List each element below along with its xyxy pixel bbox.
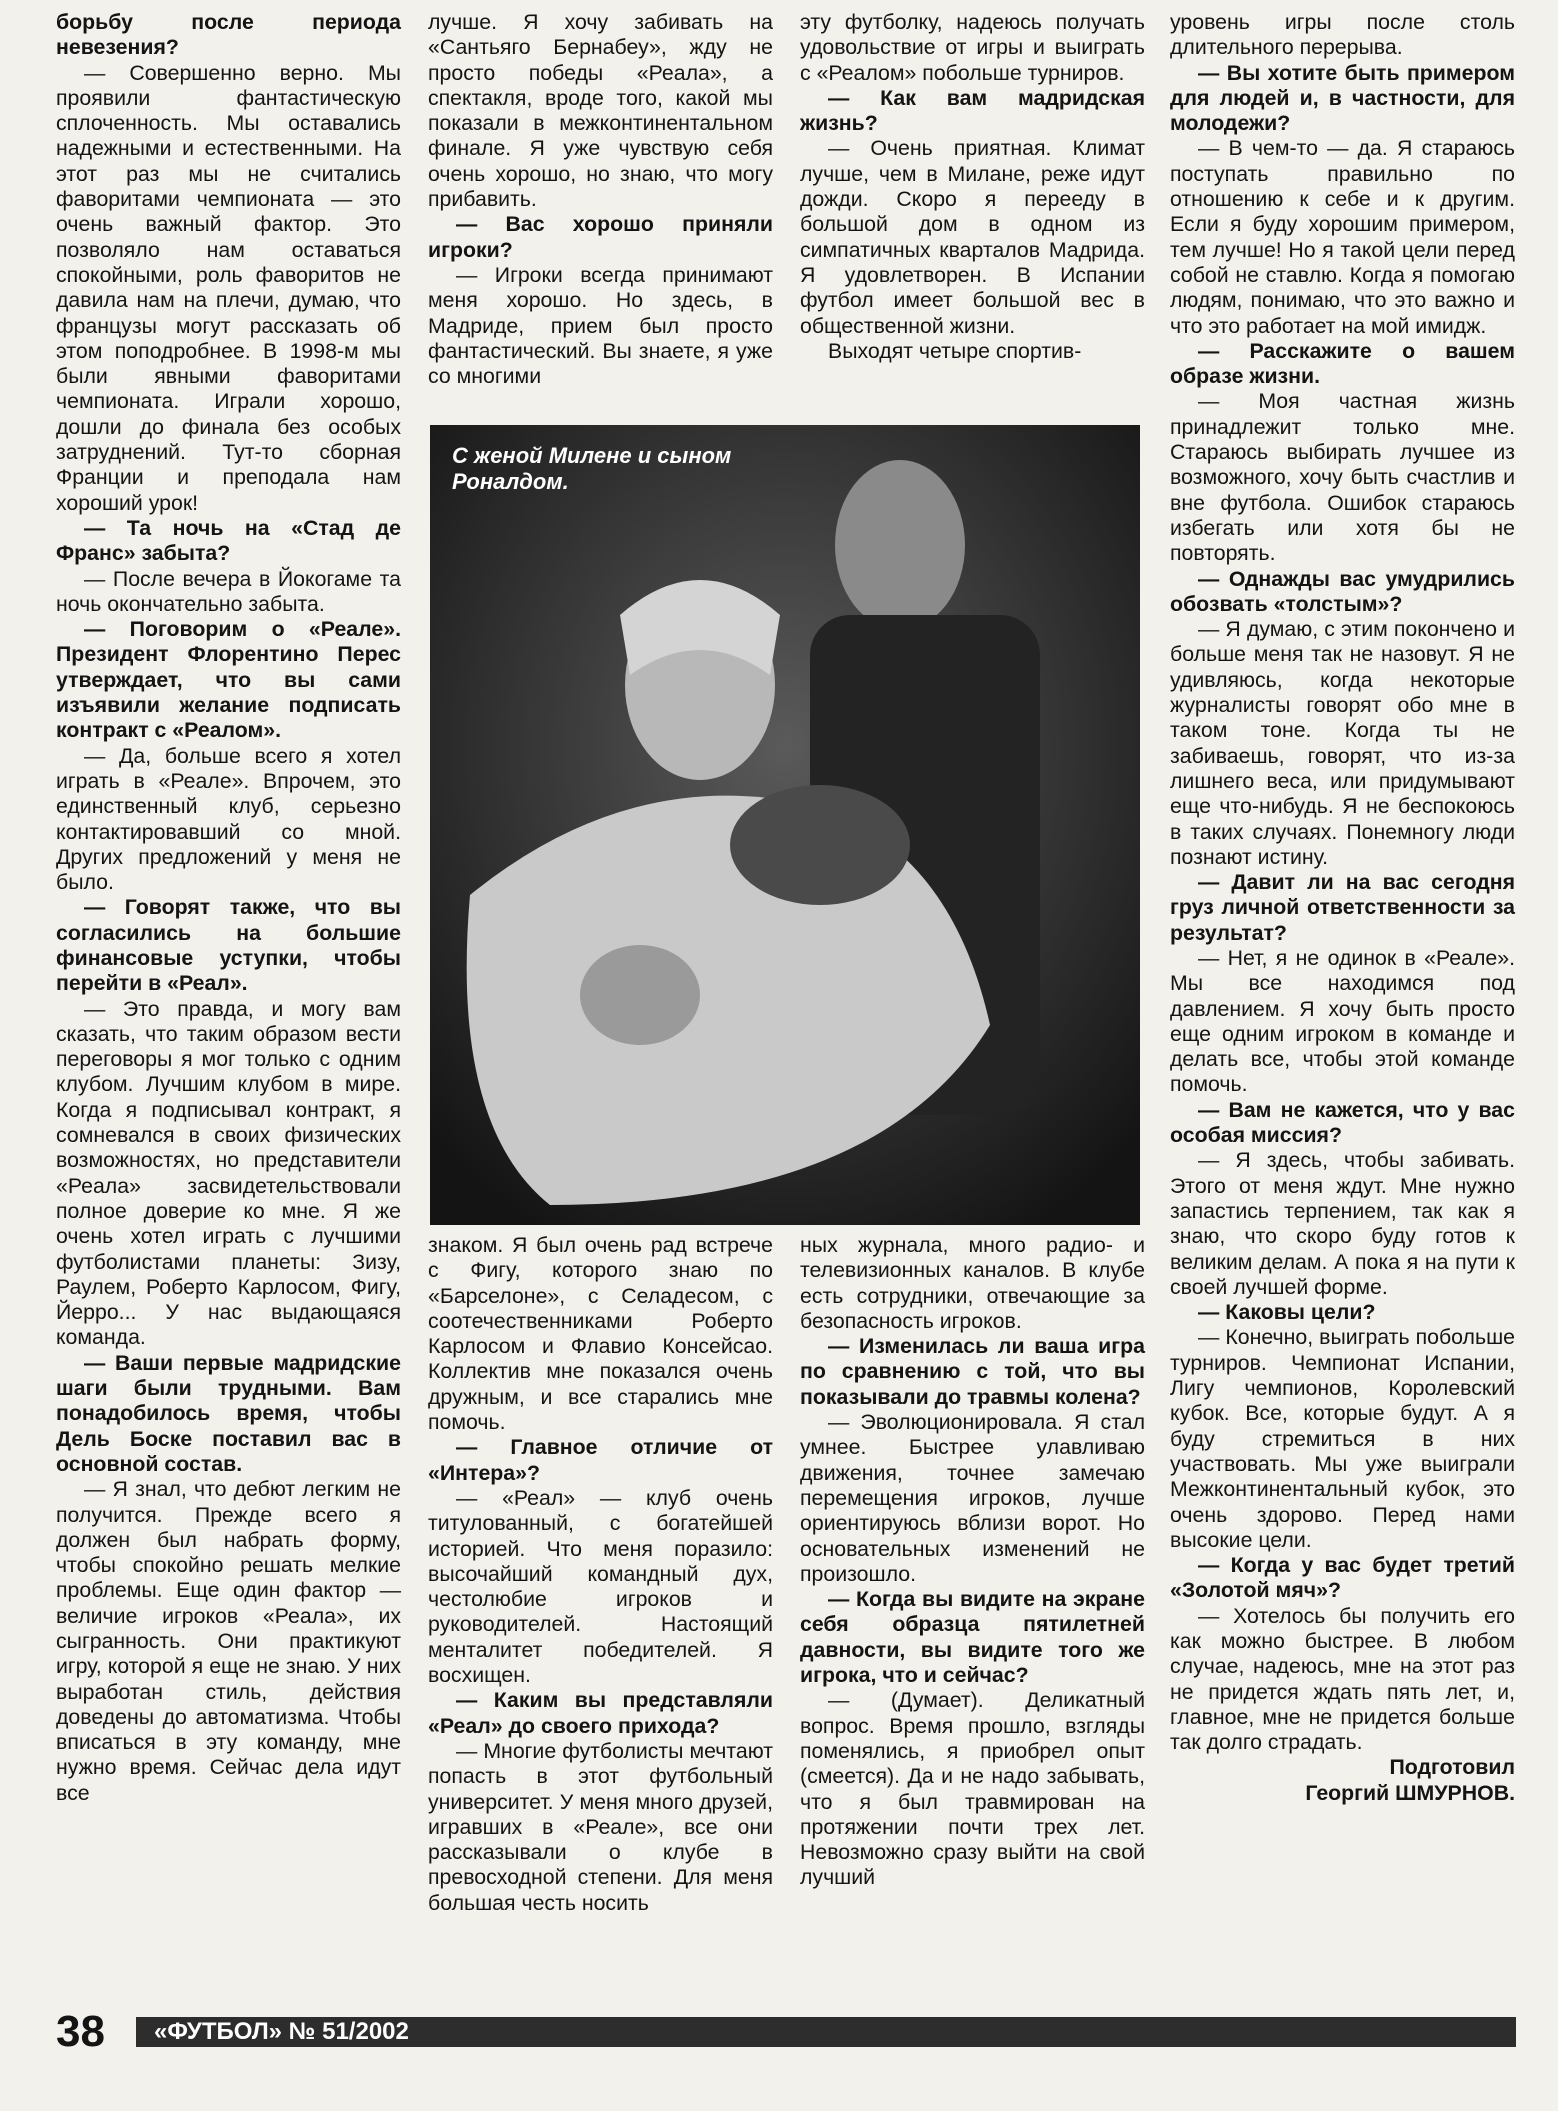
question: — Когда у вас будет третий «Золотой мяч»?	[1170, 1553, 1515, 1603]
question: — Вам не кажется, что у вас особая миссия?	[1170, 1097, 1515, 1148]
page-number: 38	[56, 2007, 105, 2056]
paragraph: — Хотелось бы получить его как можно быстрее. В любом случае, надеюсь, мне на этот раз не придется ждать пять лет, и, главное, мне не придется больше так долго страдать.	[1170, 1603, 1515, 1755]
paragraph: лучше. Я хочу забивать на «Сантьяго Бернабеу», жду не просто победы «Реала», а спектакля, вроде того, какой мы показали в межконтинентальном финале. Я уже чувствую себя очень хорошо, но знаю, что могу прибавить.	[428, 10, 773, 212]
paragraph: знаком. Я был очень рад встрече с Фигу, которого знаю по «Барселоне», с Селадесом, с соотечественниками Роберто Карлосом и Флавио Консейсао. Коллектив мне показался очень дружным, и все старались мне помочь.	[428, 1233, 773, 1435]
question: — Каким вы представляли «Реал» до своего прихода?	[428, 1688, 773, 1738]
question: — Вас хорошо приняли игроки?	[428, 212, 773, 262]
photo-image	[430, 425, 1140, 1225]
paragraph: — Многие футболисты мечтают попасть в этот футбольный университет. У меня много друзей, игравших в «Реале», все они рассказывали о клубе в превосходной степени. Для меня большая честь носить	[428, 1738, 773, 1915]
article-column-3-bottom	[800, 1233, 1145, 1891]
article-column-1	[56, 10, 401, 1806]
question: — Расскажите о вашем образе жизни.	[1170, 338, 1515, 389]
question: борьбу после периода невезения?	[56, 10, 401, 60]
article-column-4	[1170, 10, 1515, 1806]
issue-label: «ФУТБОЛ» № 51/2002	[136, 2017, 1516, 2047]
question: — Вы хотите быть примером для людей и, в частности, для молодежи?	[1170, 60, 1515, 136]
paragraph: — Это правда, и могу вам сказать, что таким образом вести переговоры я мог только с одним клубом. Лучшим клубом в мире. Когда я подписывал контракт, я сомневался в своих физических возможностях, но представители «Реала» засвидетельствовали полное доверие ко мне. Я же очень хотел играть с лучшими футболистами планеты: Зизу, Раулем, Роберто Карлосом, Фигу, Йерро... У нас выдающаяся команда.	[56, 996, 401, 1350]
paragraph: ных журнала, много радио- и телевизионных каналов. В клубе есть сотрудники, отвечающие за безопасность игроков.	[800, 1233, 1145, 1333]
article-column-2-top	[428, 10, 773, 389]
question: — Поговорим о «Реале». Президент Флорентино Перес утверждает, что вы сами изъявили желание подписать контракт с «Реалом».	[56, 617, 401, 743]
paragraph: — Я думаю, с этим покончено и больше меня так не назовут. Я не удивляюсь, когда некоторые журналисты говорят обо мне в таком тоне. Когда ты не забиваешь, говорят, что из-за лишнего веса, или придумывают еще что-нибудь. Я не беспокоюсь в таких случаях. Понемногу люди познают истину.	[1170, 617, 1515, 869]
paragraph: — Я знал, что дебют легким не получится. Прежде всего я должен был набрать форму, чтобы спокойно решать мелкие проблемы. Еще один фактор — величие игроков «Реала», их сыгранность. Они практикуют игру, которой я еще не знаю. У них выработан стиль, действия доведены до автоматизма. Чтобы вписаться в эту команду, мне нужно время. Сейчас дела идут все	[56, 1477, 401, 1805]
paragraph: — «Реал» — клуб очень титулованный, с богатейшей историей. Что меня поразило: высочайший командный дух, честолюбие игроков и руководителей. Настоящий менталитет победителей. Я восхищен.	[428, 1485, 773, 1688]
paragraph: — (Думает). Деликатный вопрос. Время прошло, взгляды поменялись, я приобрел опыт (смеется). Да и не надо забывать, что я был травмирован на протяжении почти трех лет. Невозможно сразу выйти на свой лучший	[800, 1688, 1145, 1890]
paragraph: Выходят четыре спортив-	[828, 338, 1082, 363]
question: — Каковы цели?	[1198, 1300, 1376, 1325]
question: — Говорят также, что вы согласились на большие финансовые уступки, чтобы перейти в «Реал».	[56, 895, 401, 996]
question: — Как вам мадридская жизнь?	[800, 85, 1145, 136]
paragraph: эту футболку, надеюсь получать удовольствие от игры и выиграть с «Реалом» побольше турниров.	[800, 10, 1145, 85]
paragraph: — Совершенно верно. Мы проявили фантастическую сплоченность. Мы оставались надежными и естественными. На этот раз мы не считались фаворитами чемпионата — это очень важный фактор. Это позволяло нам оставаться спокойными, роль фаворитов не давила нам на плечи, думаю, что французы могут рассказать об этом поподробнее. В 1998-м мы были явными фаворитами чемпионата. Играли хорошо, дошли до финала без особых затруднений. Тут-то сборная Франции и преподала нам хороший урок!	[56, 60, 401, 515]
paragraph: — Игроки всегда принимают меня хорошо. Но здесь, в Мадриде, прием был просто фантастический. Вы знаете, я уже со многими	[428, 262, 773, 389]
question: — Та ночь на «Стад де Франс» забыта?	[56, 515, 401, 566]
paragraph: — Я здесь, чтобы забивать. Этого от меня ждут. Мне нужно запастись терпением, так как я знаю, что скоро буду готов к великим делам. А пока я на пути к своей лучшей форме.	[1170, 1148, 1515, 1299]
question: — Изменилась ли ваша игра по сравнению с той, что вы показывали до травмы колена?	[800, 1334, 1145, 1409]
question: — Однажды вас умудрились обозвать «толстым»?	[1170, 566, 1515, 616]
question: — Давит ли на вас сегодня груз личной ответственности за результат?	[1170, 870, 1515, 945]
paragraph: — Моя частная жизнь принадлежит только мне. Стараюсь выбирать лучшее из возможного, хочу быть счастлив и вне футбола. Ошибок стараюсь избегать или хотя бы не повторять.	[1170, 389, 1515, 566]
question: — Главное отличие от «Интера»?	[428, 1435, 773, 1485]
question: — Когда вы видите на экране себя образца пятилетней давности, вы видите того же игрока, что и сейчас?	[800, 1587, 1145, 1688]
article-column-2-bottom	[428, 1233, 773, 1916]
photo-caption: С женой Милене и сыном Роналдом.	[452, 443, 732, 494]
page-footer	[56, 2007, 1516, 2056]
paragraph: — Да, больше всего я хотел играть в «Реале». Впрочем, это единственный клуб, серьезно контактировавший со мной. Других предложений у меня не было.	[56, 743, 401, 895]
paragraph: уровень игры после столь длительного перерыва.	[1170, 10, 1515, 60]
question: — Ваши первые мадридские шаги были трудными. Вам понадобилось время, чтобы Дель Боске поставил вас в основной состав.	[56, 1350, 401, 1476]
paragraph: — Эволюционировала. Я стал умнее. Быстрее улавливаю движения, точнее замечаю перемещения игроков, лучше ориентируюсь вблизи ворот. Но основательных изменений не произошло.	[800, 1410, 1145, 1586]
article-column-3-top	[800, 10, 1145, 364]
paragraph: — В чем-то — да. Я стараюсь поступать правильно по отношению к себе и к другим. Если я буду хорошим примером, тем лучше! Но я такой цели перед собой не ставлю. Когда я помогаю людям, понимаю, что это важно и что это работает на мой имидж.	[1170, 136, 1515, 338]
paragraph: — Нет, я не одинок в «Реале». Мы все находимся под давлением. Я хочу быть просто еще одним игроком в команде и делать все, чтобы этой команде помочь.	[1170, 945, 1515, 1097]
paragraph: — Конечно, выиграть побольше турниров. Чемпионат Испании, Лигу чемпионов, Королевский кубок. Все, которые будут. А я буду стремиться в них участвовать. Мы уже выиграли Межконтинентальный кубок, это очень здорово. Перед нами высокие цели.	[1170, 1325, 1515, 1552]
author-signature: Георгий ШМУРНОВ.	[1305, 1780, 1515, 1805]
paragraph: — Очень приятная. Климат лучше, чем в Милане, реже идут дожди. Скоро я перееду в большой дом в одном из симпатичных кварталов Мадрида. Я удовлетворен. В Испании футбол имеет большой вес в общественной жизни.	[800, 136, 1145, 338]
paragraph: — После вечера в Йокогаме та ночь окончательно забыта.	[56, 566, 401, 616]
article-photo	[430, 425, 1140, 1225]
author-signature: Подготовил	[1389, 1755, 1515, 1780]
